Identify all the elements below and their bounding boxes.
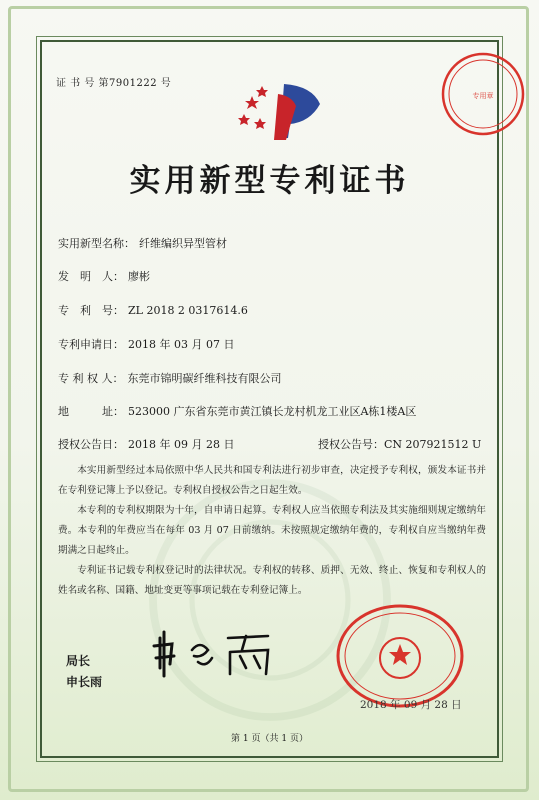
page-footer: 第 1 页（共 1 页）	[231, 734, 308, 744]
paragraph-3: 专利证书记载专利权登记时的法律状况。专利权的转移、质押、无效、终止、恢复和专利权人的姓名或名称、国籍、地址变更等事项记载在专利登记簿上。	[58, 565, 486, 596]
svg-text:专用章: 专用章	[472, 92, 494, 100]
field-patent-no-value: ZL 2018 2 0317614.6	[128, 304, 248, 317]
field-filing-value: 2018 年 03 月 07 日	[128, 338, 235, 351]
director-title: 局长	[66, 654, 91, 668]
field-grant-no-value: CN 207921512 U	[384, 438, 482, 451]
national-emblem-seal	[330, 600, 470, 710]
field-address	[58, 403, 416, 419]
director-name: 申长雨	[66, 675, 103, 689]
certificate-number: 证 书 号 第7901222 号	[56, 78, 172, 89]
field-grant-date-label: 授权公告日：	[58, 438, 124, 451]
field-owner-label: 专 利 权 人：	[58, 372, 124, 385]
field-name-value: 纤维编织异型管材	[139, 237, 227, 250]
patent-office-logo	[232, 78, 332, 148]
paragraph-2: 本专利的专利权期限为十年，自申请日起算。专利权人应当依照专利法及其实施细则规定缴纳年费。本专利的年费应当在每年 03 月 07 日前缴纳。未按照规定缴纳年费的，专利权自应当缴纳年费期满之日起终止。	[58, 505, 486, 556]
field-grant-no-label: 授权公告号：	[318, 438, 384, 451]
director-signature	[150, 628, 290, 678]
field-owner	[58, 370, 282, 386]
field-owner-value: 东莞市锦明碳纤维科技有限公司	[127, 372, 282, 385]
field-address-value: 523000 广东省东莞市黄江镇长龙村机龙工业区A栋1楼A区	[128, 405, 417, 418]
field-patent-no-label: 专 利 号：	[58, 304, 124, 317]
field-grant-date	[58, 436, 234, 452]
company-seal	[437, 48, 529, 140]
issue-date: 2018 年 09 月 28 日	[360, 699, 462, 711]
field-address-label: 地 址：	[58, 405, 124, 418]
paragraph-1: 本实用新型经过本局依照中华人民共和国专利法进行初步审查，决定授予专利权，颁发本证书并在专利登记簿上予以登记。专利权自授权公告之日起生效。	[58, 465, 486, 496]
field-grant-date-value: 2018 年 09 月 28 日	[128, 438, 235, 451]
field-name	[58, 235, 227, 251]
field-filing-label: 专利申请日：	[58, 338, 124, 351]
field-grant-no	[318, 436, 481, 452]
field-filing-date	[58, 336, 234, 352]
field-inventor	[58, 268, 150, 284]
field-name-label: 实用新型名称：	[58, 237, 135, 250]
field-inventor-label: 发 明 人：	[58, 270, 124, 283]
field-patent-no	[58, 302, 248, 318]
field-inventor-value: 廖彬	[128, 270, 150, 283]
certificate-title: 实用新型专利证书	[129, 163, 410, 199]
